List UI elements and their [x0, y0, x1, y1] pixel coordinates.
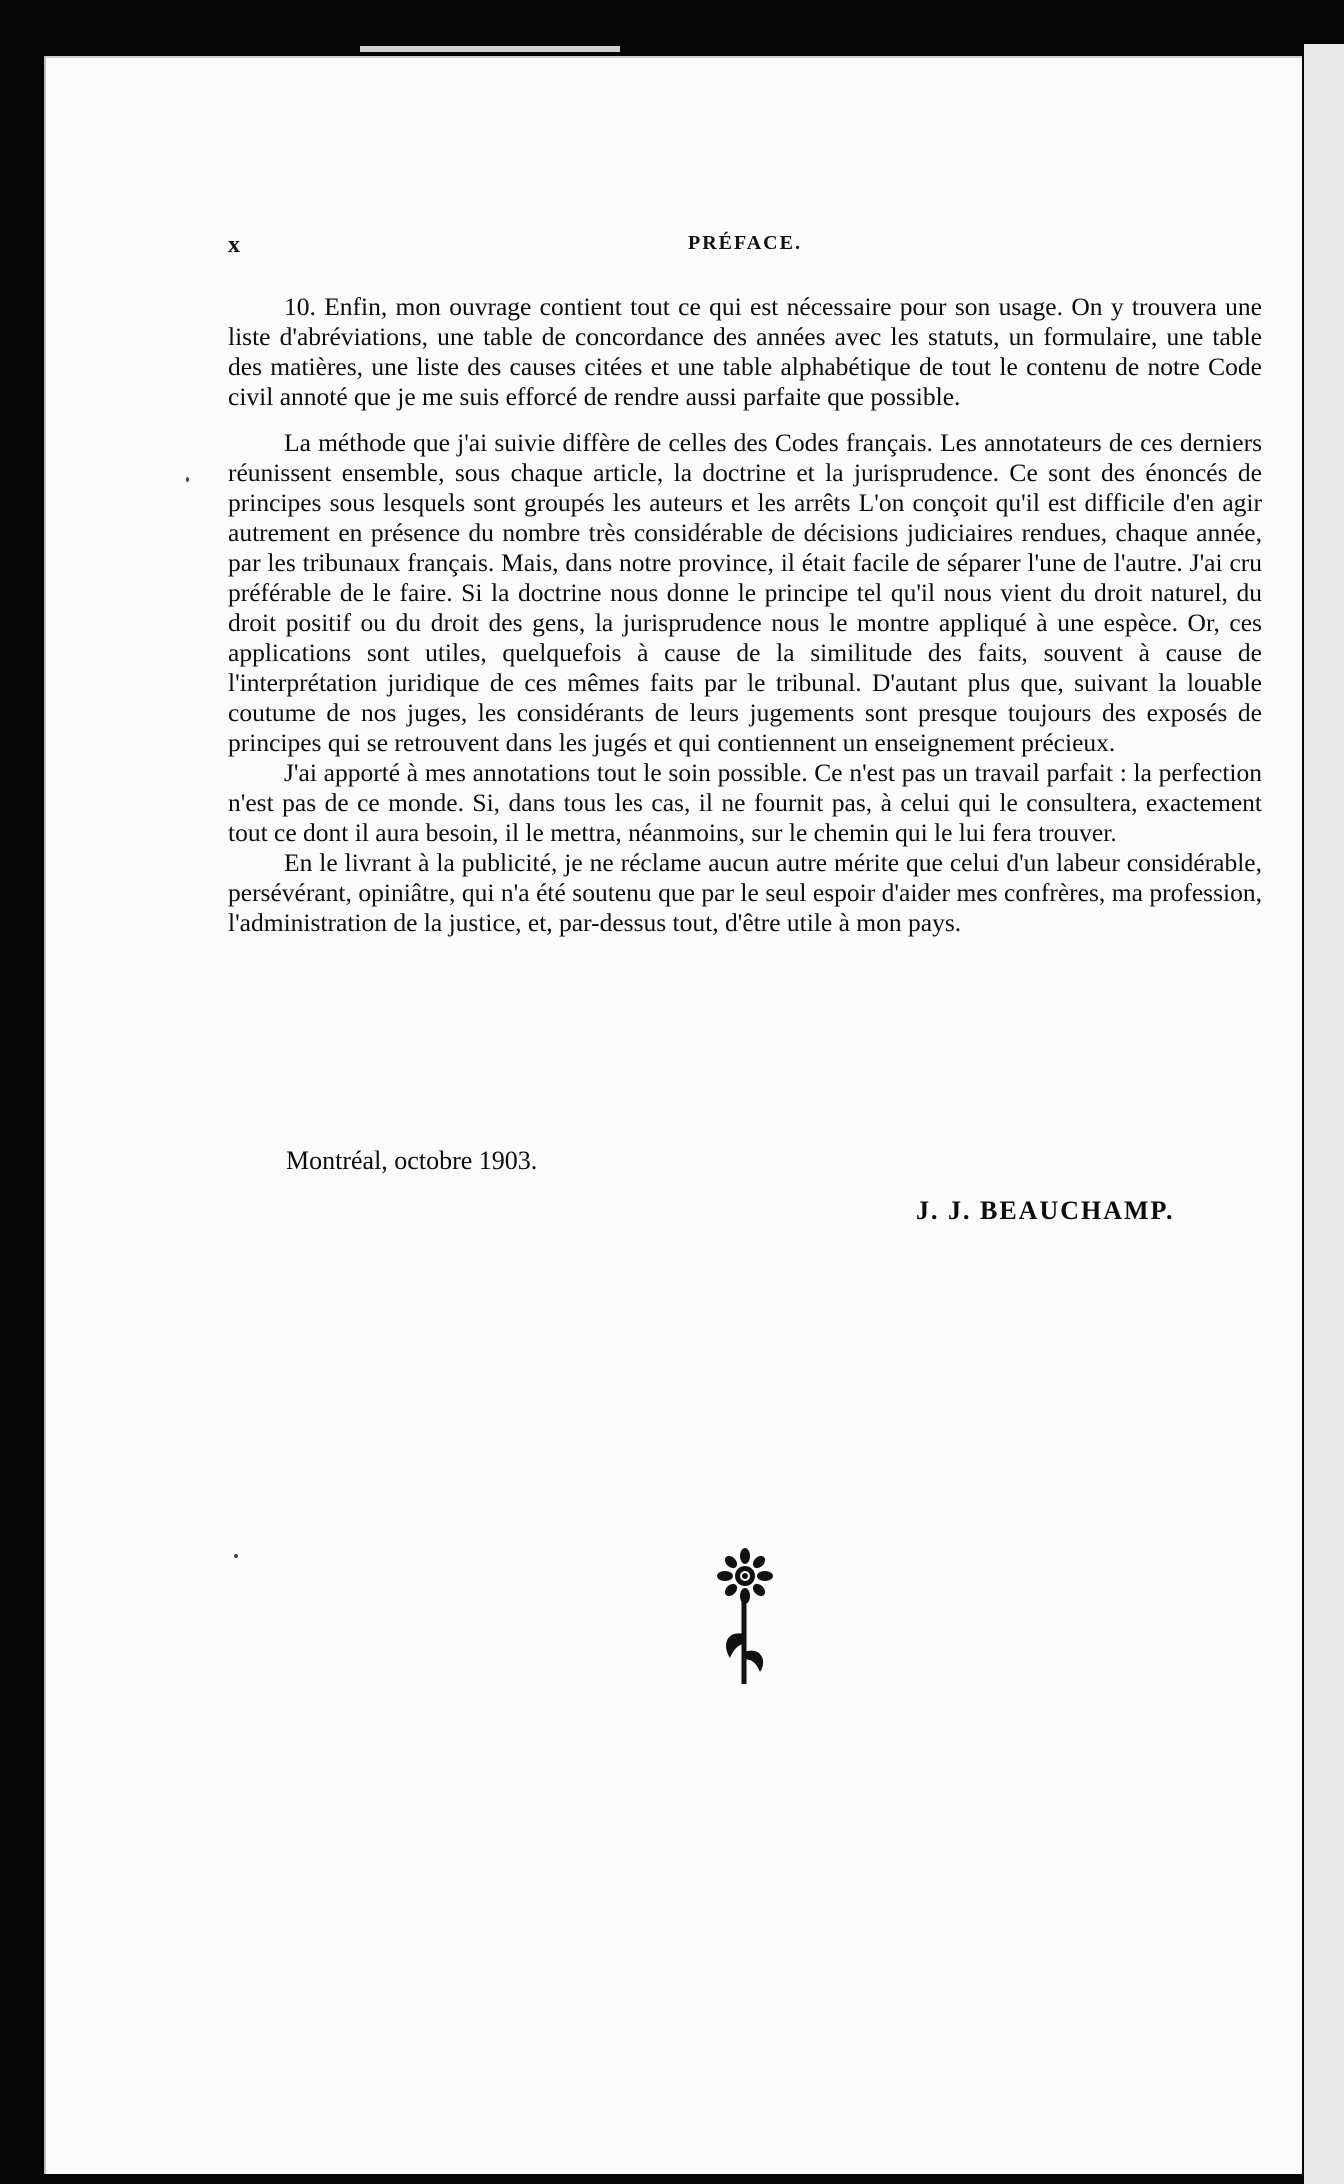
page-number: x [228, 232, 240, 258]
flower-ornament-icon [700, 1548, 790, 1688]
adjacent-page-edge [1304, 44, 1344, 2184]
signature: J. J. BEAUCHAMP. [916, 1196, 1175, 1225]
preface-body [228, 292, 1262, 938]
running-head: PRÉFACE. [688, 232, 802, 254]
scan-edge-mark [360, 46, 620, 52]
paragraph-4: En le livrant à la publicité, je ne réclame aucun autre mérite que celui d'un labeur considérable, persévérant, opiniâtre, qui n'a été soutenu que par le seul espoir d'aider mes confrères, ma profession, l'administration de la justice, et, par-dessus tout, d'être utile à mon pays. [228, 848, 1262, 937]
date-line: Montréal, octobre 1903. [286, 1146, 538, 1175]
page-header [228, 232, 1208, 262]
paragraph-2: La méthode que j'ai suivie diffère de celles des Codes français. Les annotateurs de ces derniers réunissent ensemble, sous chaque article, la doctrine et la jurisprudence. Ce sont des énoncés de principes sous lesquels sont groupés les auteurs et les arrêts L'on conçoit qu'il est difficile d'en agir autrement en présence du nombre très considérable de décisions judiciaires rendues, chaque année, par les tribunaux français. Mais, dans notre province, il était facile de séparer l'une de l'autre. J'ai cru préférable de le faire. Si la doctrine nous donne le principe tel qu'il nous vient du droit naturel, du droit positif ou du droit des gens, la jurisprudence nous le montre appliqué à une espèce. Or, ces applications sont utiles, quelquefois à cause de la similitude des faits, souvent à cause de l'interprétation juridique de ces mêmes faits par le tribunal. D'autant plus que, suivant la louable coutume de nos juges, les considérants de leurs jugements sont presque toujours des exposés de principes qui se retrouvent dans les jugés et qui contiennent un enseignement précieux. [228, 428, 1262, 757]
paragraph-3: J'ai apporté à mes annotations tout le soin possible. Ce n'est pas un travail parfait : la perfection n'est pas de ce monde. Si, dans tous les cas, il ne fournit pas, à celui qui le consultera, exactement tout ce dont il aura besoin, il le mettra, néanmoins, sur le chemin qui le lui fera trouver. [228, 758, 1262, 847]
paragraph-1: 10. Enfin, mon ouvrage contient tout ce qui est nécessaire pour son usage. On y trouvera une liste d'abréviations, une table de concordance des années avec les statuts, un formulaire, une table des matières, une liste des causes citées et une table alphabétique de tout le contenu de notre Code civil annoté que je me suis efforcé de rendre aussi parfaite que possible. [228, 292, 1262, 411]
scan-speck [186, 477, 189, 482]
scan-speck [234, 1554, 238, 1558]
